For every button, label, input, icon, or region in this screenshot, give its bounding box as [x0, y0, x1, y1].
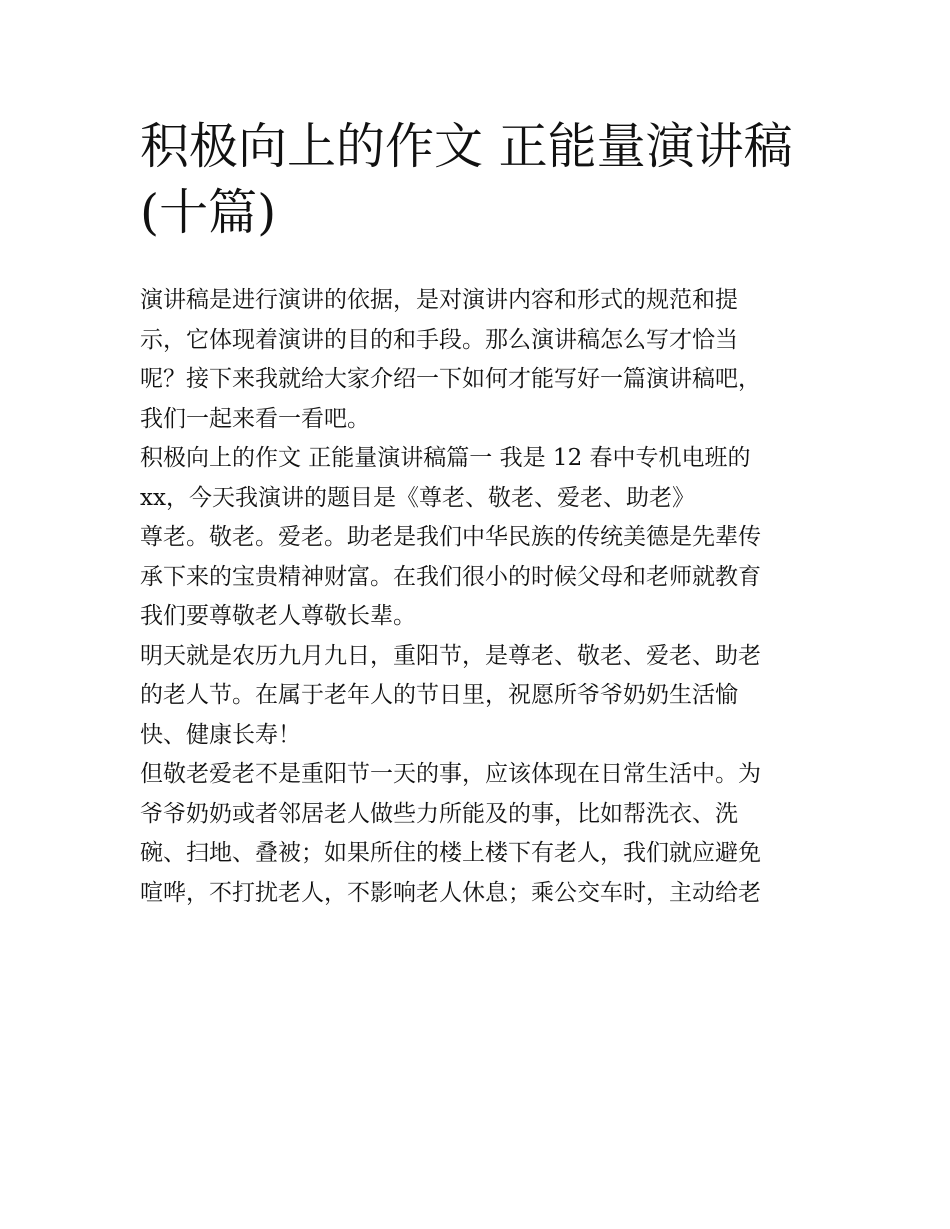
- body-line: 尊老。敬老。爱老。助老是我们中华民族的传统美德是先辈传: [140, 524, 761, 550]
- body-line: 呢？接下来我就给大家介绍一下如何才能写好一篇演讲稿吧，: [140, 366, 761, 392]
- body-line: 爷爷奶奶或者邻居老人做些力所能及的事，比如帮洗衣、洗: [140, 800, 738, 827]
- body-line: 喧哗，不打扰老人，不影响老人休息；乘公交车时，主动给老: [140, 879, 761, 906]
- body-line: 我们一起来看一看吧。: [140, 405, 370, 432]
- title-line: 积极向上的作文 正能量演讲稿: [140, 118, 793, 175]
- body-line: 快、健康长寿！: [140, 721, 301, 748]
- body-line: 承下来的宝贵精神财富。在我们很小的时候父母和老师就教育: [140, 563, 761, 590]
- body-line: 的老人节。在属于老年人的节日里，祝愿所爷爷奶奶生活愉: [140, 682, 738, 708]
- body-line: 明天就是农历九月九日，重阳节，是尊老、敬老、爱老、助老: [140, 642, 761, 669]
- document-title: [140, 114, 820, 246]
- body-line: xx，今天我演讲的题目是《尊老、敬老、爱老、助老》: [140, 484, 695, 511]
- body-line: 演讲稿是进行演讲的依据，是对演讲内容和形式的规范和提: [140, 287, 738, 313]
- body-line: 示，它体现着演讲的目的和手段。那么演讲稿怎么写才恰当: [140, 326, 738, 353]
- title-line: (十篇): [140, 184, 277, 241]
- body-line: 积极向上的作文 正能量演讲稿篇一 我是 12 春中专机电班的: [140, 445, 751, 471]
- body-line: 碗、扫地、叠被；如果所住的楼上楼下有老人，我们就应避免: [140, 840, 761, 866]
- body-line: 但敬老爱老不是重阳节一天的事，应该体现在日常生活中。为: [140, 761, 761, 787]
- document-body: [140, 281, 820, 913]
- body-line: 我们要尊敬老人尊敬长辈。: [140, 603, 416, 629]
